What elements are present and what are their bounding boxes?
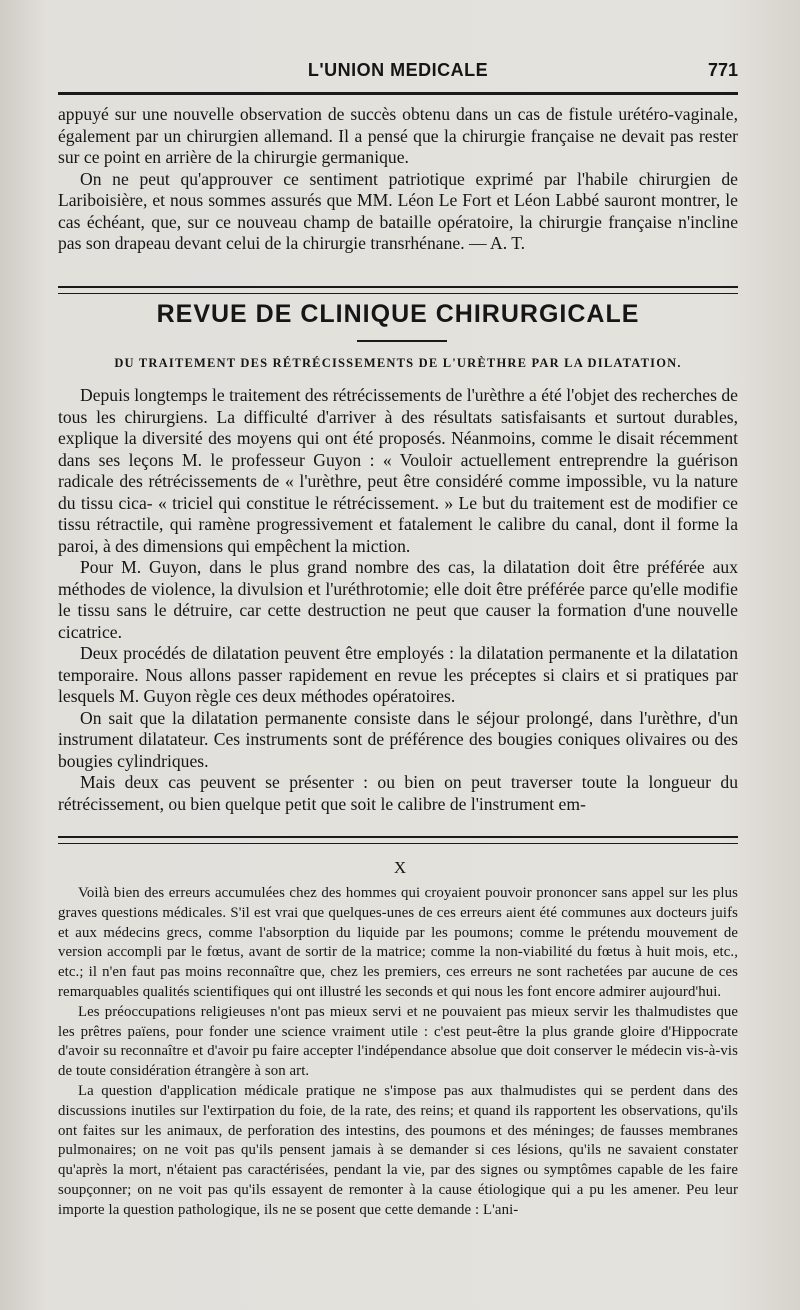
intro-text [58,104,738,255]
article-paragraph: Mais deux cas peuvent se présenter : ou bien on peut traverser toute la longueur du rétrécissement, ou bien quelque petit que soit le calibre de l'instrument em- [58,772,738,814]
article-paragraph: Pour M. Guyon, dans le plus grand nombre des cas, la dilatation doit être préférée aux méthodes de violence, la divulsion et l'uréthrotomie; elle doit être préférée parce qu'elle modifie le tissu sans le détruire, car cette destruction ne peut que causer la formation d'une nouvelle cicatrice. [58,557,738,642]
article-subtitle: DU TRAITEMENT DES RÉTRÉCISSEMENTS DE L'URÈTHRE PAR LA DILATATION. [114,356,682,370]
feuilleton-paragraph: Les préoccupations religieuses n'ont pas mieux servi et ne pouvaient pas mieux servir les thalmudistes que les prêtres païens, pour fonder une science vraiment utile : c'est peut-être la plus grande gloire d'Hippocrate d'avoir su reconnaître et d'avoir pu faire accepter l'indépendance absolue que doit conserver le médecin vis-à-vis de toute considération étrangère à son art. [58,1003,738,1080]
feuilleton-number: X [393,858,407,877]
article-paragraph: Depuis longtemps le traitement des rétrécissements de l'urèthre a été l'objet des recherches de tous les chirurgiens. La difficulté d'arriver à des résultats satisfaisants et surtout durables, explique la diversité des moyens qui ont été proposés. Néanmoins, comme le disait récemment dans ses leçons M. le professeur Guyon : « Vouloir actuellement entreprendre la guérison radicale des rétrécissements de « l'urèthre, peut être considéré comme impossible, vu la nature du tissu cica- « triciel qui constitue le rétrécissement. » Le but du traitement est de modifier ce tissu rétractile, qui ramène progressivement et fatalement le calibre du canal, dont il forme la paroi, à des dimensions qui empêchent la miction. [58,385,738,556]
feuilleton-divider [58,836,738,844]
feuilleton-paragraph: La question d'application médicale pratique ne s'impose pas aux thalmudistes qui se perdent dans des discussions inutiles sur l'extirpation du foie, de la rate, des reins; et quand ils rapportent les observations, qu'ils ont faites sur les animaux, de perforation des intestins, des poumons et des méninges; de fausses membranes pulmonaires; on ne voit pas qu'ils pensent jamais à se demander si ces lésions, qu'ils ne savaient constater qu'après la mort, n'étaient pas caractérisées, pendant la vie, par des signes ou symptômes capable de les faire soupçonner; on ne voit pas qu'ils essayent de remonter à la cause étiologique qui a pu les amener. Peu leur importe la question pathologique, ils ne se posent que cette demande : L'ani- [58,1082,738,1218]
article-paragraph: Deux procédés de dilatation peuvent être employés : la dilatation permanente et la dilatation temporaire. Nous allons passer rapidement en revue les préceptes si clairs et si pratiques par lesquels M. Guyon règle ces deux méthodes opératoires. [58,643,738,706]
feuilleton-paragraph: Voilà bien des erreurs accumulées chez des hommes qui croyaient pouvoir prononcer sans appel sur les plus graves questions médicales. S'il est vrai que quelques-unes de ces erreurs aient été communes aux docteurs juifs et aux médecins grecs, comme l'absorption du liquide par les poumons; comme le prétendu mouvement de version accompli par le fœtus, avant de sortir de la matrice; comme la non-viabilité du fœtus à huit mois, etc., etc.; il n'en faut pas moins reconnaître que, chez les premiers, ces erreurs ne sont rachetées par aucune de ces remarquables qualités scientifiques qui ont illustré les seconds et qui nous les font encore admirer aujourd'hui. [58,885,738,1000]
intro-paragraph: appuyé sur une nouvelle observation de succès obtenu dans un cas de fistule urétéro-vaginale, également par un chirurgien allemand. Il a pensé que la chirurgie française ne devait pas rester sur ce point en arrière de la chirurgie germanique. [58,104,738,167]
title-underline [357,340,447,342]
feuilleton-body [58,884,738,1221]
intro-paragraph: On ne peut qu'approuver ce sentiment patriotique exprimé par l'habile chirurgien de Lariboisière, et nous sommes assurés que MM. Léon Le Fort et Léon Labbé sauront montrer, le cas échéant, que, sur ce nouveau champ de bataille opératoire, la chirurgie française n'incline pas son drapeau devant celui de la chirurgie transrhénane. — A. T. [58,168,738,253]
running-title: L'UNION MEDICALE [307,60,489,80]
article-paragraph: On sait que la dilatation permanente consiste dans le séjour prolongé, dans l'urèthre, d'un instrument dilatateur. Ces instruments sont de préférence des bougies coniques olivaires ou des bougies cylindriques. [58,707,738,771]
section-title: REVUE DE CLINIQUE CHIRURGICALE [156,300,640,328]
article-body [58,385,738,815]
page-number: 771 [707,60,738,80]
section-divider [58,286,738,294]
running-head [58,60,738,88]
header-rule [58,92,738,95]
